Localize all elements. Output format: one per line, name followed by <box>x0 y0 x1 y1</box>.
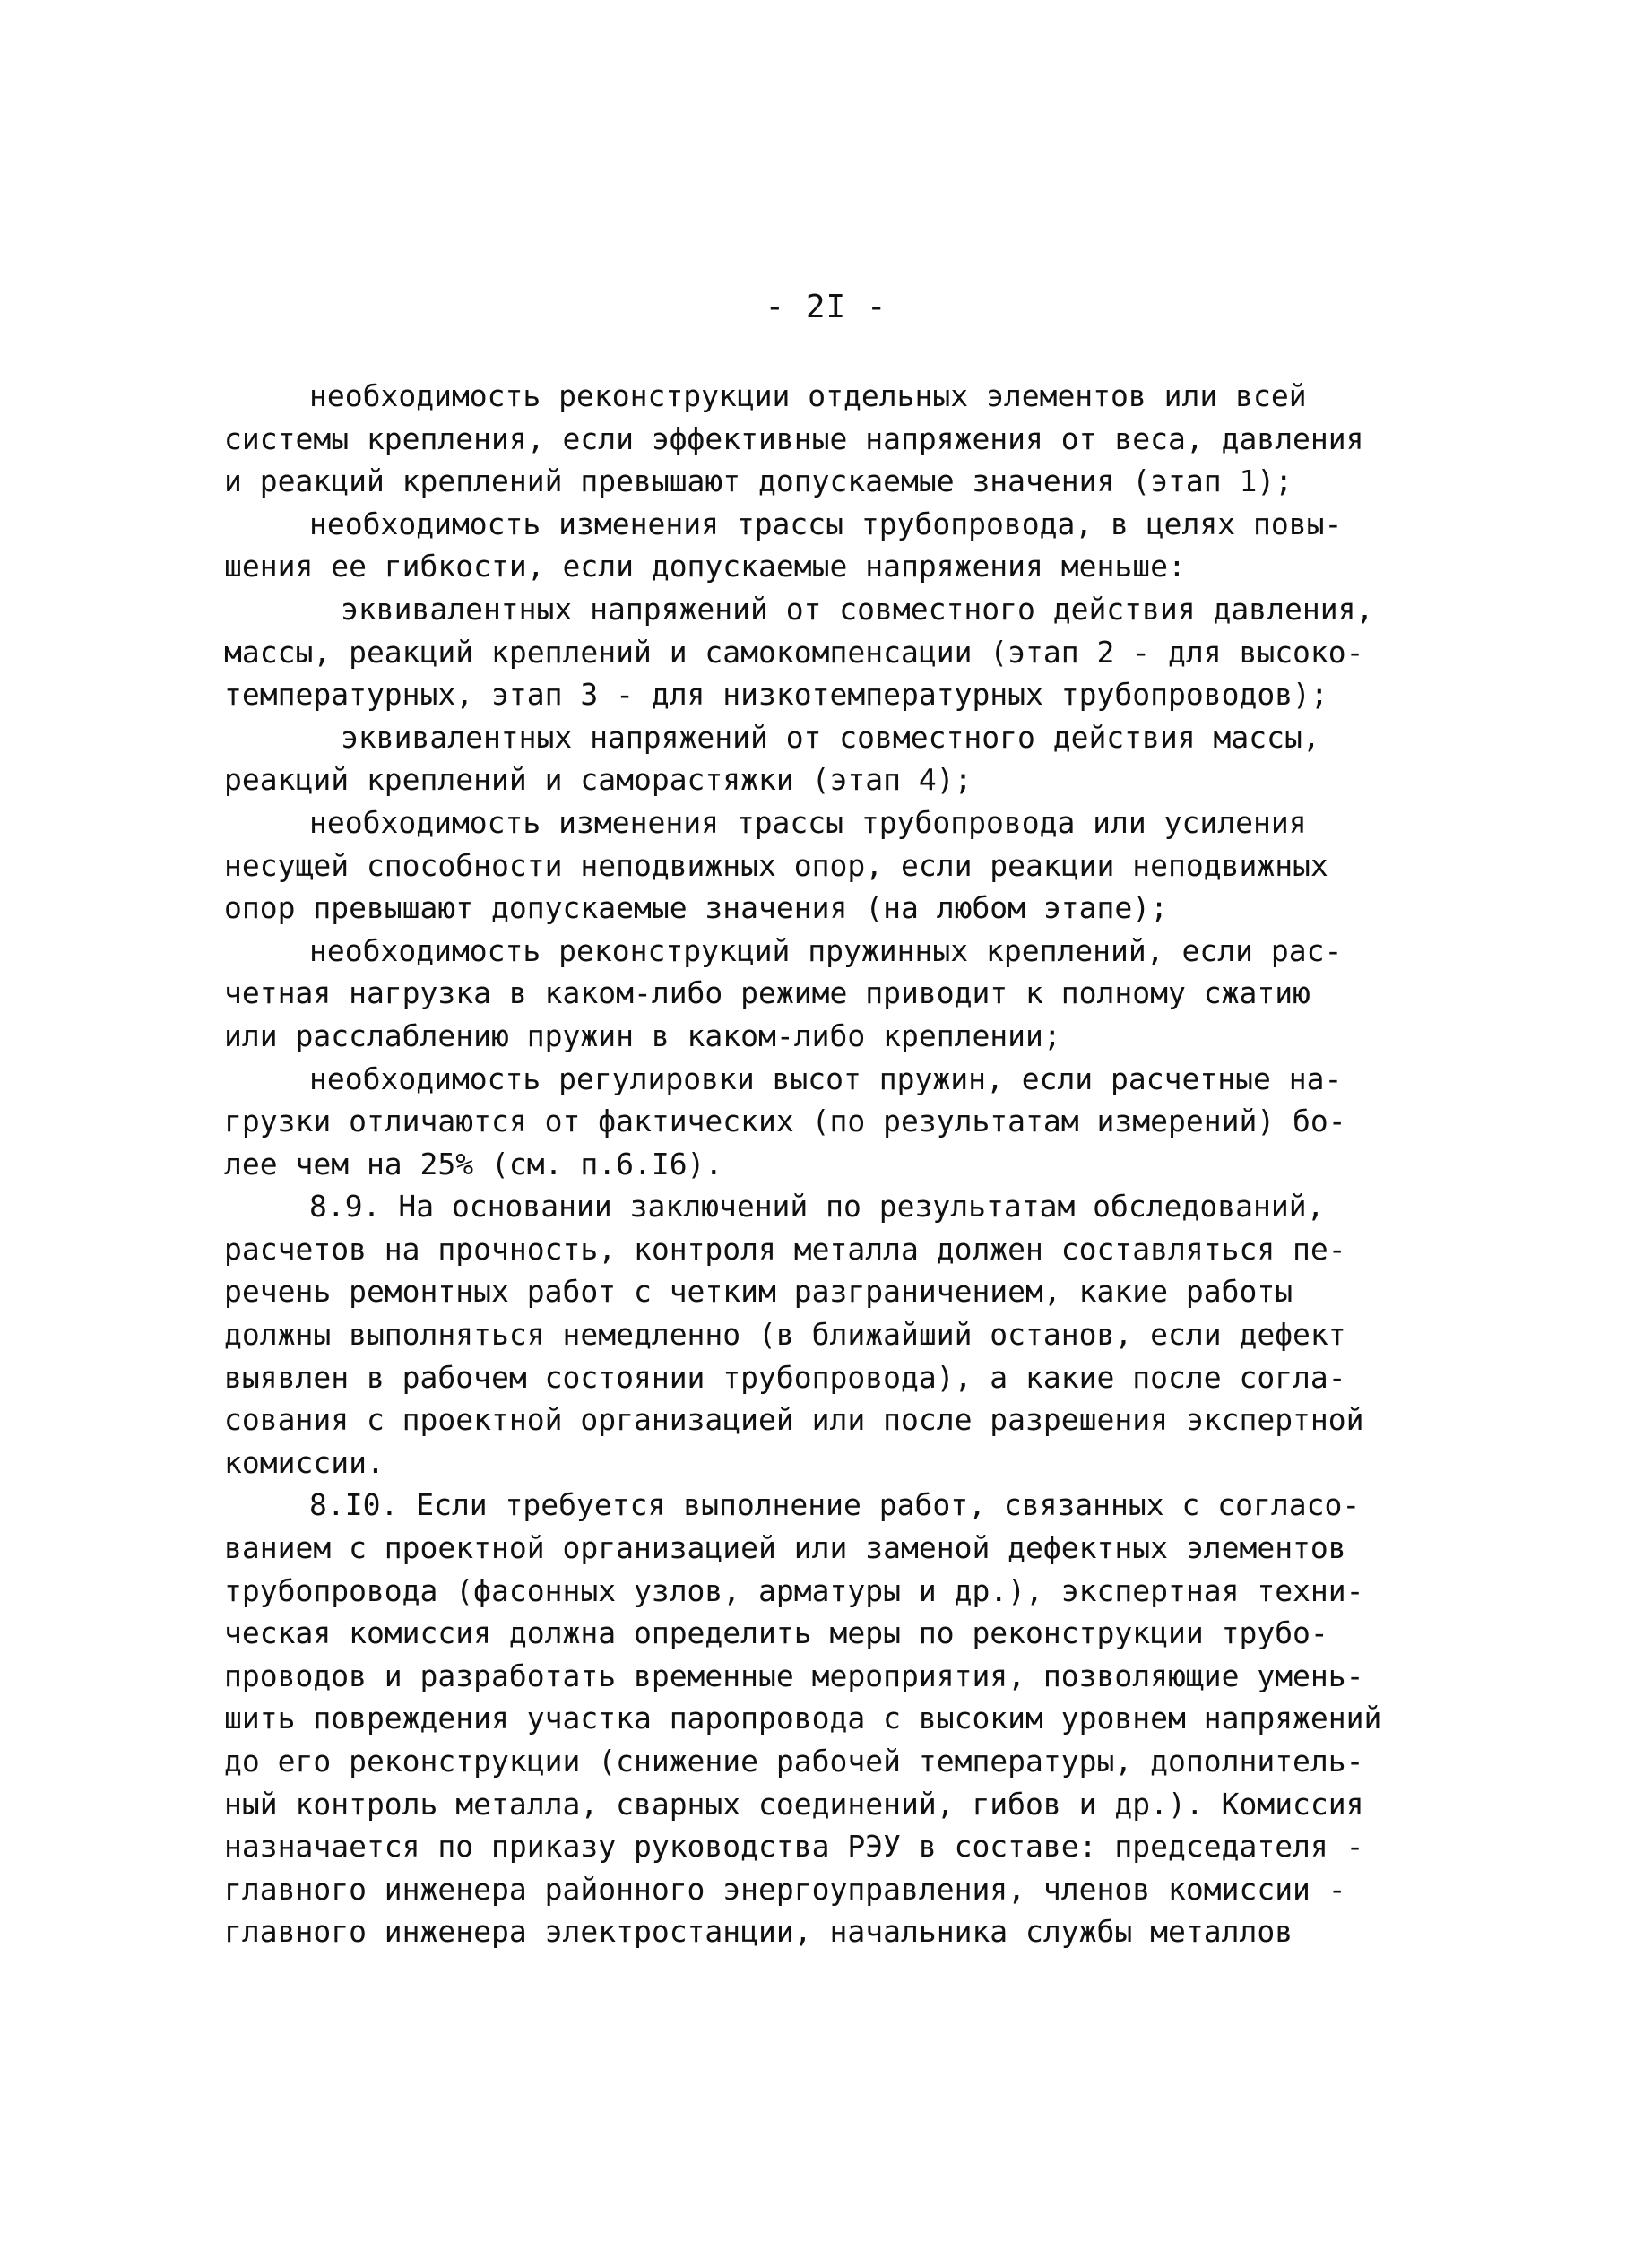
text-line: 8.I0. Если требуется выполнение работ, связанных с согласо- <box>309 1487 1361 1523</box>
text-line: ческая комиссия должна определить меры по реконструкции трубо- <box>224 1615 1328 1651</box>
text-line: выявлен в рабочем состоянии трубопровода), а какие после согла- <box>224 1359 1346 1395</box>
text-line: необходимость регулировки высот пружин, если расчетные на- <box>309 1060 1343 1096</box>
text-line: проводов и разработать временные мероприятия, позволяющие умень- <box>224 1658 1364 1693</box>
text-line: эквивалентных напряжений от совместного действия давления, <box>341 591 1374 627</box>
text-line: сования с проектной организацией или после разрешения экспертной <box>224 1402 1364 1438</box>
text-line: реакций креплений и саморастяжки (этап 4); <box>224 762 973 798</box>
text-line: необходимость изменения трассы трубопровода, в целях повы- <box>309 506 1343 541</box>
text-line: ный контроль металла, сварных соединений, гибов и др.). Комиссия <box>224 1786 1364 1822</box>
text-line: четная нагрузка в каком-либо режиме приводит к полному сжатию <box>224 975 1310 1011</box>
text-line: ванием с проектной организацией или заменой дефектных элементов <box>224 1530 1346 1566</box>
text-line: главного инженера электростанции, начальника службы металлов <box>224 1914 1293 1950</box>
text-line: главного инженера районного энергоуправления, членов комиссии - <box>224 1871 1346 1907</box>
text-line: массы, реакций креплений и самокомпенсации (этап 2 - для высоко- <box>224 634 1364 670</box>
text-line: трубопровода (фасонных узлов, арматуры и др.), экспертная техни- <box>224 1572 1364 1608</box>
text-line: и реакций креплений превышают допускаемые значения (этап 1); <box>224 463 1293 499</box>
text-line: температурных, этап 3 - для низкотемпературных трубопроводов); <box>224 677 1328 713</box>
text-line: шить повреждения участка паропровода с высоким уровнем напряжений <box>224 1701 1382 1736</box>
text-line: опор превышают допускаемые значения (на любом этапе); <box>224 890 1168 926</box>
text-line: грузки отличаются от фактических (по результатам измерений) бо- <box>224 1104 1346 1139</box>
text-line: необходимость реконструкций пружинных креплений, если рас- <box>309 932 1343 968</box>
document-body <box>224 375 1382 1953</box>
text-line: эквивалентных напряжений от совместного действия массы, <box>341 719 1320 755</box>
text-line: системы крепления, если эффективные напряжения от веса, давления <box>224 420 1364 456</box>
text-line: речень ремонтных работ с четким разграничением, какие работы <box>224 1274 1293 1310</box>
text-line: шения ее гибкости, если допускаемые напряжения меньше: <box>224 549 1186 584</box>
text-line: должны выполняться немедленно (в ближайший останов, если дефект <box>224 1317 1346 1353</box>
text-line: или расслаблению пружин в каком-либо креплении; <box>224 1017 1061 1053</box>
text-line: до его реконструкции (снижение рабочей температуры, дополнитель- <box>224 1744 1364 1779</box>
text-line: лее чем на 25% (см. п.6.I6). <box>224 1146 723 1182</box>
text-line: необходимость изменения трассы трубопровода или усиления <box>309 804 1307 840</box>
text-line: 8.9. На основании заключений по результатам обследований, <box>309 1189 1325 1225</box>
text-line: расчетов на прочность, контроля металла должен составляться пе- <box>224 1231 1346 1267</box>
text-line: несущей способности неподвижных опор, если реакции неподвижных <box>224 847 1328 883</box>
text-line: необходимость реконструкции отдельных элементов или всей <box>309 378 1307 413</box>
text-line: назначается по приказу руководства РЭУ в составе: председателя - <box>224 1829 1364 1865</box>
page-number: - 2I - <box>765 289 887 325</box>
text-line: комиссии. <box>224 1444 385 1480</box>
